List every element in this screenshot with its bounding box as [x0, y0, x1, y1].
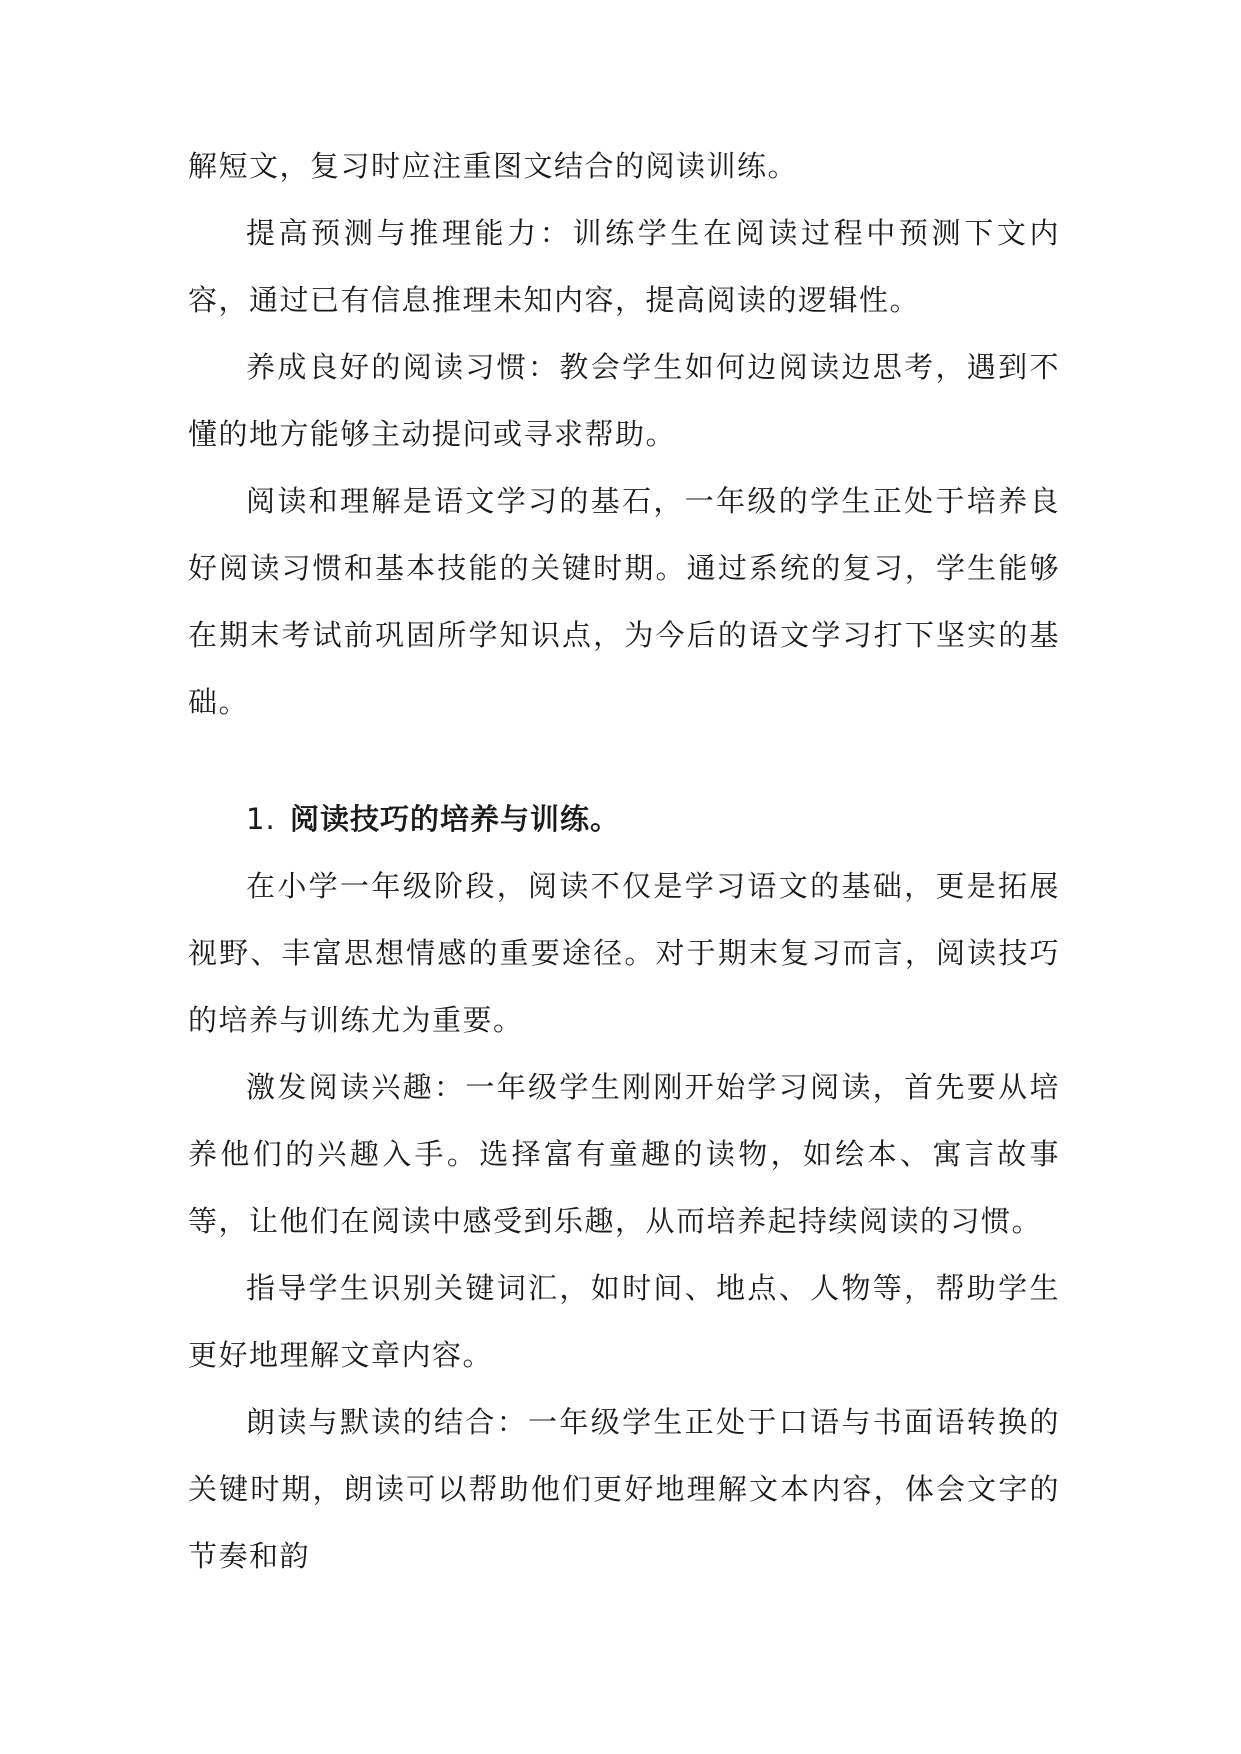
paragraph-reading-aloud: 朗读与默读的结合：一年级学生正处于口语与书面语转换的关键时期，朗读可以帮助他们更好地理解文本内容，体会文字的节奏和韵	[188, 1405, 1060, 1573]
section-title: 阅读技巧的培养与训练。	[290, 802, 621, 836]
document-body	[188, 133, 1060, 1590]
paragraph-prediction-reasoning: 提高预测与推理能力：训练学生在阅读过程中预测下文内容，通过已有信息推理未知内容，提高阅读的逻辑性。	[188, 216, 1060, 317]
paragraph-continuation: 解短文，复习时应注重图文结合的阅读训练。	[188, 149, 799, 183]
paragraph-reading-interest: 激发阅读兴趣：一年级学生刚刚开始学习阅读，首先要从培养他们的兴趣入手。选择富有童趣的读物，如绘本、寓言故事等，让他们在阅读中感受到乐趣，从而培养起持续阅读的习惯。	[188, 1070, 1060, 1238]
section-spacer	[188, 736, 1060, 786]
paragraph-reading-foundation: 阅读和理解是语文学习的基石，一年级的学生正处于培养良好阅读习惯和基本技能的关键时期。通过系统的复习，学生能够在期末考试前巩固所学知识点，为今后的语文学习打下坚实的基础。	[188, 484, 1060, 719]
section-heading	[188, 786, 1060, 853]
section-number: 1.	[246, 802, 276, 836]
paragraph-reading-habits: 养成良好的阅读习惯：教会学生如何边阅读边思考，遇到不懂的地方能够主动提问或寻求帮助。	[188, 350, 1060, 451]
paragraph-reading-importance: 在小学一年级阶段，阅读不仅是学习语文的基础，更是拓展视野、丰富思想情感的重要途径。对于期末复习而言，阅读技巧的培养与训练尤为重要。	[188, 869, 1060, 1037]
paragraph-keywords: 指导学生识别关键词汇，如时间、地点、人物等，帮助学生更好地理解文章内容。	[188, 1271, 1060, 1372]
